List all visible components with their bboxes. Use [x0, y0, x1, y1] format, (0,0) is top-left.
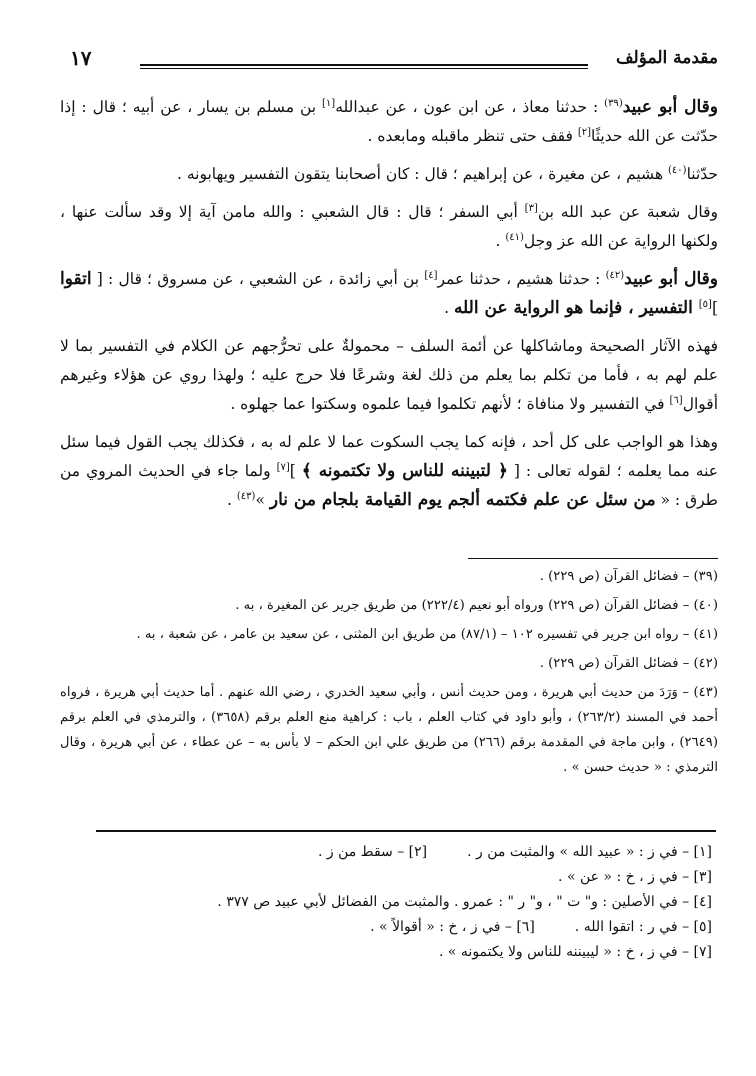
paragraph-4: وقال أبو عبيد$^{(٤٢)}$ : حدثنا هشيم ، حدثنا عمر[٤] بن أبي زائدة ، عن الشعبي ، عن مسروق ؛ قال : [ اتقوا ][٥] التفسير ، فإنما هو الرواية عن الله .	[60, 269, 718, 318]
page-header	[70, 48, 718, 78]
variants-rule	[96, 830, 716, 832]
variant-1: [١] – في ز : « عبيد الله » والمثبت من ر .	[467, 844, 712, 860]
paragraph-2: حدّثنا$^{(٤٠)}$ هشيم ، عن مغيرة ، عن إبراهيم ؛ قال : كان أصحابنا يتقون التفسير ويهابونه .	[176, 164, 718, 183]
paragraph-1: وقال أبو عبيد$^{(٣٩)}$ : حدثنا معاذ ، عن ابن عون ، عن عبدالله[١] بن مسلم بن يسار ، عن أبيه ؛ قال : إذا حدّثت عن الله حديثًا[٢] فقف حتى تنظر ماقبله ومابعده .	[60, 97, 718, 145]
variant-6: [٦] – في ز ، خ : « أقوالاً » .	[370, 919, 535, 935]
footnote-42: (٤٢) – فضائل القرآن (ص ٢٢٩) .	[539, 656, 718, 671]
footnote-40: (٤٠) – فضائل القرآن (ص ٢٢٩) ورواه أبو نعيم (٢٢٢/٤) من طريق جرير عن المغيرة ، به .	[235, 598, 718, 613]
header-rule	[140, 64, 588, 66]
variant-row	[90, 840, 712, 865]
variant-7: [٧] – في ز ، خ : « ليبيننه للناس ولا يكتمونه » .	[439, 944, 712, 960]
variant-row	[90, 915, 712, 940]
paragraph-6: وهذا هو الواجب على كل أحد ، فإنه كما يجب السكوت عما لا علم له به ، فكذلك يجب القول فيما سئل عنه مما يعلمه ؛ لقوله تعالى : [ ﴿ لتبيننه للناس ولا تكتمونه ﴾ ][٧] ولما جاء في الحديث المروي من طرق : « من سئل عن علم فكتمه ألجم يوم القيامة بلجام من نار »$^{(٤٣)}$ .	[60, 433, 718, 510]
footnote-41: (٤١) – رواه ابن جرير في تفسيره ١٠٢ – (٨٧/١) من طريق ابن المثنى ، عن سعيد بن عامر ، عن شعبة ، به .	[136, 627, 718, 642]
footnote-rule	[468, 558, 718, 559]
main-text	[60, 93, 718, 524]
variant-5: [٥] – في ر : اتقوا الله .	[574, 919, 712, 935]
footnote-43: (٤٣) – وَرَدَ من حديث أبي هريرة ، ومن حديث أنس ، وأبي سعيد الخدري ، رضي الله عنهم . أما حديث أبي هريرة ، فرواه أحمد في المسند (٢٦٣/٢) ، وأبو داود في كتاب العلم ، باب : كراهية منع العلم برقم (٣٦٥٨) ، والترمذي في العلم برقم (٢٦٤٩) ، وابن ماجة في المقدمة برقم (٢٦٦) من طريق علي ابن الحكم – لا بأس به – عن عطاء ، عن أبي هريرة ، وقال الترمذي : « حديث حسن » .	[60, 685, 719, 775]
variant-row	[90, 865, 712, 890]
footnotes	[60, 564, 718, 784]
variant-4: [٤] – في الأصلين : و" ت " ، و" ر " : عمرو . والمثبت من الفضائل لأبي عبيد ص ٣٧٧ .	[217, 894, 712, 910]
footnote-39: (٣٩) – فضائل القرآن (ص ٢٢٩) .	[539, 569, 718, 584]
variant-row	[90, 890, 712, 915]
variant-3: [٣] – في ز ، خ : « عن » .	[558, 869, 712, 885]
variant-2: [٢] – سقط من ز .	[317, 844, 428, 860]
manuscript-variants	[90, 840, 712, 965]
running-title: مقدمة المؤلف	[615, 48, 718, 68]
page-number: ١٧	[70, 46, 92, 70]
paragraph-3: وقال شعبة عن عبد الله بن[٣] أبي السفر ؛ قال : قال الشعبي : والله مامن آية إلا وقد سألت عنها ، ولكنها الرواية عن الله عز وجل$^{(٤١)}$ .	[60, 202, 718, 250]
variant-row	[90, 940, 712, 965]
header-rule-thin	[140, 68, 588, 69]
paragraph-5: فهذه الآثار الصحيحة وماشاكلها عن أئمة السلف – محمولةٌ على تحرُّجهم عن الكلام في التفسير بما لا علم لهم به ، فأما من تكلم بما يعلم من ذلك لغة وشرعًا فلا حرج عليه ؛ ولهذا روي عن هؤلاء وغيرهم أقوال[٦] في التفسير ولا منافاة ؛ لأنهم تكلموا فيما علموه وسكتوا عما جهلوه .	[60, 337, 718, 413]
